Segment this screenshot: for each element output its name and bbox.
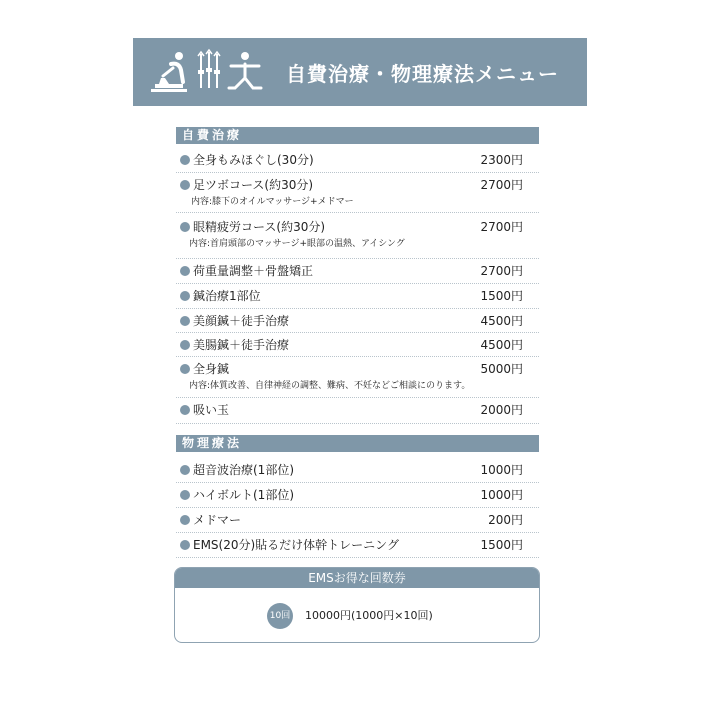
item-price: 1500円 bbox=[480, 289, 523, 303]
item-price: 2300円 bbox=[480, 153, 523, 167]
menu-item bbox=[176, 284, 539, 309]
item-price: 4500円 bbox=[480, 338, 523, 352]
menu-item bbox=[176, 458, 539, 483]
bullet-icon bbox=[180, 222, 190, 232]
coupon-box bbox=[174, 567, 540, 643]
item-name: 全身鍼 bbox=[193, 362, 230, 376]
bullet-icon bbox=[180, 291, 190, 301]
item-price: 1000円 bbox=[480, 463, 523, 477]
item-price: 4500円 bbox=[480, 314, 523, 328]
menu-item bbox=[176, 259, 539, 284]
menu-item bbox=[176, 148, 539, 173]
item-name: 足ツボコース(約30分) bbox=[193, 178, 314, 192]
item-price: 2700円 bbox=[480, 220, 523, 234]
item-name: ハイボルト(1部位) bbox=[193, 488, 294, 502]
bullet-icon bbox=[180, 155, 190, 165]
bullet-icon bbox=[180, 266, 190, 276]
coupon-price-text: 10000円(1000円×10回) bbox=[305, 609, 433, 622]
item-price: 1000円 bbox=[480, 488, 523, 502]
menu-item bbox=[176, 173, 539, 213]
bullet-icon bbox=[180, 540, 190, 550]
item-note: 内容:首肩頭部のマッサージ+眼部の温熱、アイシング bbox=[189, 239, 405, 249]
menu-item bbox=[176, 309, 539, 333]
bullet-icon bbox=[180, 364, 190, 374]
section-header-self-pay: 自費治療 bbox=[176, 127, 539, 144]
menu-item bbox=[176, 398, 539, 424]
bullet-icon bbox=[180, 490, 190, 500]
item-name: 鍼治療1部位 bbox=[193, 289, 261, 303]
item-name: 美顔鍼＋徒手治療 bbox=[193, 314, 290, 328]
bullet-icon bbox=[180, 180, 190, 190]
bullet-icon bbox=[180, 465, 190, 475]
bullet-icon bbox=[180, 316, 190, 326]
menu-item bbox=[176, 483, 539, 508]
item-name: 全身もみほぐし(30分) bbox=[193, 153, 314, 167]
bullet-icon bbox=[180, 405, 190, 415]
item-price: 200円 bbox=[488, 513, 523, 527]
menu-item bbox=[176, 533, 539, 558]
menu-item bbox=[176, 213, 539, 259]
item-price: 5000円 bbox=[480, 362, 523, 376]
item-price: 2000円 bbox=[480, 403, 523, 417]
item-name: EMS(20分)貼るだけ体幹トレーニング bbox=[193, 538, 399, 552]
item-name: 吸い玉 bbox=[193, 403, 230, 417]
acupuncture-needles-icon bbox=[198, 50, 220, 88]
coupon-badge: 10回 bbox=[267, 603, 293, 629]
menu-item bbox=[176, 333, 539, 357]
item-name: 超音波治療(1部位) bbox=[193, 463, 294, 477]
item-name: 荷重量調整＋骨盤矯正 bbox=[193, 264, 314, 278]
massage-icon bbox=[151, 52, 187, 92]
item-price: 1500円 bbox=[480, 538, 523, 552]
item-note: 内容:膝下のオイルマッサージ+メドマー bbox=[191, 197, 354, 207]
bullet-icon bbox=[180, 340, 190, 350]
item-name: メドマー bbox=[193, 513, 242, 527]
item-price: 2700円 bbox=[480, 264, 523, 278]
item-note: 内容:体質改善、自律神経の調整、難病、不妊などご相談にのります。 bbox=[189, 381, 471, 391]
coupon-header: EMSお得な回数券 bbox=[175, 568, 539, 588]
bullet-icon bbox=[180, 515, 190, 525]
menu-item bbox=[176, 357, 539, 398]
page-title: 自費治療・物理療法メニュー bbox=[286, 62, 559, 86]
section-header-physical: 物理療法 bbox=[176, 435, 539, 452]
item-name: 美腸鍼＋徒手治療 bbox=[193, 338, 290, 352]
banner-icons bbox=[149, 48, 265, 94]
menu-item bbox=[176, 508, 539, 533]
stretching-person-icon bbox=[229, 52, 261, 88]
item-price: 2700円 bbox=[480, 178, 523, 192]
item-name: 眼精疲労コース(約30分) bbox=[193, 220, 326, 234]
title-banner bbox=[133, 38, 587, 106]
